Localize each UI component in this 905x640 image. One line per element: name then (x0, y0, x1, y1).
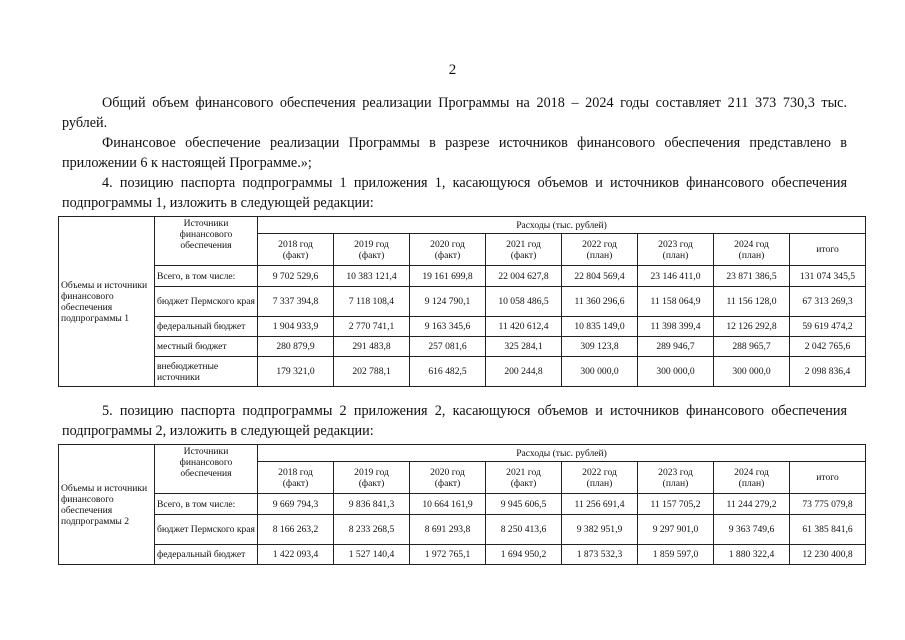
amount-cell: 11 420 612,4 (486, 317, 562, 337)
year-label: 2023 год (658, 238, 693, 250)
amount-cell: 11 244 279,2 (714, 494, 790, 515)
amount-cell: 291 483,8 (334, 337, 410, 357)
amount-cell: 23 146 411,0 (638, 266, 714, 287)
amount-cell: 23 871 386,5 (714, 266, 790, 287)
table-row (59, 266, 866, 287)
table-row (59, 337, 866, 357)
year-status: (план) (586, 477, 613, 489)
year-header (562, 462, 638, 494)
table-row (59, 545, 866, 565)
subprogram-label-cell: Объемы и источники финансового обеспечения подпрограммы 2 (59, 445, 155, 565)
amount-cell: 9 945 606,5 (486, 494, 562, 515)
amount-cell: 1 527 140,4 (334, 545, 410, 565)
amount-cell: 202 788,1 (334, 357, 410, 387)
source-name-cell: Всего, в том числе: (155, 266, 258, 287)
expenses-header: Расходы (тыс. рублей) (258, 445, 866, 462)
year-header (638, 462, 714, 494)
year-status: (факт) (434, 249, 461, 261)
paragraph-total-funding: Общий объем финансового обеспечения реализации Программы на 2018 – 2024 годы составляет 211 373 730,3 тыс. рублей. (62, 95, 847, 131)
amount-cell: 1 422 093,4 (258, 545, 334, 565)
amount-cell: 1 694 950,2 (486, 545, 562, 565)
amount-cell: 22 804 569,4 (562, 266, 638, 287)
year-header (638, 234, 714, 266)
amount-cell: 11 156 128,0 (714, 287, 790, 317)
total-header: итого (790, 462, 866, 494)
year-header (714, 462, 790, 494)
header-row (59, 217, 866, 234)
sources-header: Источники финансового обеспечения (155, 445, 258, 494)
amount-cell: 9 297 901,0 (638, 515, 714, 545)
amount-cell: 325 284,1 (486, 337, 562, 357)
amount-cell: 9 702 529,6 (258, 266, 334, 287)
year-status: (факт) (358, 477, 385, 489)
source-name-cell: Всего, в том числе: (155, 494, 258, 515)
year-status: (факт) (510, 477, 537, 489)
amount-cell: 300 000,0 (562, 357, 638, 387)
amount-cell: 10 835 149,0 (562, 317, 638, 337)
amount-cell: 10 058 486,5 (486, 287, 562, 317)
amount-cell: 9 382 951,9 (562, 515, 638, 545)
amount-cell: 7 118 108,4 (334, 287, 410, 317)
year-header (714, 234, 790, 266)
source-name-cell: бюджет Пермского края (155, 287, 258, 317)
amount-cell: 8 250 413,6 (486, 515, 562, 545)
year-label: 2020 год (430, 238, 465, 250)
year-label: 2018 год (278, 238, 313, 250)
amount-cell: 11 158 064,9 (638, 287, 714, 317)
amount-cell: 9 836 841,3 (334, 494, 410, 515)
year-header (258, 234, 334, 266)
amount-cell: 9 363 749,6 (714, 515, 790, 545)
year-status: (факт) (282, 249, 309, 261)
amount-cell: 59 619 474,2 (790, 317, 866, 337)
amount-cell: 8 691 293,8 (410, 515, 486, 545)
amount-cell: 2 098 836,4 (790, 357, 866, 387)
paragraph-item-4: 4. позицию паспорта подпрограммы 1 приложения 1, касающуюся объемов и источников финансового обеспечения подпрограммы 1, изложить в следующей редакции: (62, 175, 847, 211)
year-label: 2019 год (354, 466, 389, 478)
year-header (334, 462, 410, 494)
amount-cell: 616 482,5 (410, 357, 486, 387)
amount-cell: 10 383 121,4 (334, 266, 410, 287)
year-status: (факт) (434, 477, 461, 489)
amount-cell: 280 879,9 (258, 337, 334, 357)
amount-cell: 22 004 627,8 (486, 266, 562, 287)
amount-cell: 288 965,7 (714, 337, 790, 357)
year-label: 2019 год (354, 238, 389, 250)
year-label: 2022 год (582, 238, 617, 250)
amount-cell: 1 880 322,4 (714, 545, 790, 565)
year-status: (факт) (282, 477, 309, 489)
year-status: (план) (738, 477, 765, 489)
amount-cell: 9 163 345,6 (410, 317, 486, 337)
year-header (258, 462, 334, 494)
amount-cell: 1 972 765,1 (410, 545, 486, 565)
year-status: (факт) (358, 249, 385, 261)
source-name-cell: бюджет Пермского края (155, 515, 258, 545)
amount-cell: 309 123,8 (562, 337, 638, 357)
subprogram-1-funding-table (58, 216, 866, 387)
amount-cell: 10 664 161,9 (410, 494, 486, 515)
amount-cell: 200 244,8 (486, 357, 562, 387)
year-header (410, 234, 486, 266)
year-label: 2021 год (506, 466, 541, 478)
amount-cell: 289 946,7 (638, 337, 714, 357)
amount-cell: 2 770 741,1 (334, 317, 410, 337)
paragraph-funding-sources: Финансовое обеспечение реализации Программы в разрезе источников финансового обеспечения представлено в приложении 6 к настоящей Программе.»; (62, 135, 847, 171)
amount-cell: 1 873 532,3 (562, 545, 638, 565)
amount-cell: 61 385 841,6 (790, 515, 866, 545)
amount-cell: 11 256 691,4 (562, 494, 638, 515)
source-name-cell: федеральный бюджет (155, 317, 258, 337)
year-status: (план) (738, 249, 765, 261)
year-label: 2022 год (582, 466, 617, 478)
amount-cell: 1 904 933,9 (258, 317, 334, 337)
amount-cell: 12 230 400,8 (790, 545, 866, 565)
year-header (486, 234, 562, 266)
amount-cell: 8 166 263,2 (258, 515, 334, 545)
year-label: 2024 год (734, 466, 769, 478)
table-row (59, 494, 866, 515)
amount-cell: 300 000,0 (714, 357, 790, 387)
amount-cell: 179 321,0 (258, 357, 334, 387)
source-name-cell: внебюджетные источники (155, 357, 258, 387)
amount-cell: 7 337 394,8 (258, 287, 334, 317)
amount-cell: 67 313 269,3 (790, 287, 866, 317)
amount-cell: 12 126 292,8 (714, 317, 790, 337)
subprogram-2-funding-table (58, 444, 866, 565)
amount-cell: 257 081,6 (410, 337, 486, 357)
amount-cell: 1 859 597,0 (638, 545, 714, 565)
amount-cell: 131 074 345,5 (790, 266, 866, 287)
header-row (59, 445, 866, 462)
year-label: 2024 год (734, 238, 769, 250)
amount-cell: 19 161 699,8 (410, 266, 486, 287)
year-label: 2021 год (506, 238, 541, 250)
table-row (59, 287, 866, 317)
amount-cell: 9 669 794,3 (258, 494, 334, 515)
amount-cell: 73 775 079,8 (790, 494, 866, 515)
year-label: 2018 год (278, 466, 313, 478)
paragraph-item-5: 5. позицию паспорта подпрограммы 2 приложения 2, касающуюся объемов и источников финансового обеспечения подпрограммы 2, изложить в следующей редакции: (62, 403, 847, 439)
source-name-cell: федеральный бюджет (155, 545, 258, 565)
table-row (59, 357, 866, 387)
source-name-cell: местный бюджет (155, 337, 258, 357)
amount-cell: 2 042 765,6 (790, 337, 866, 357)
year-label: 2023 год (658, 466, 693, 478)
year-status: (план) (586, 249, 613, 261)
table-row (59, 317, 866, 337)
year-status: (план) (662, 477, 689, 489)
year-label: 2020 год (430, 466, 465, 478)
year-header (562, 234, 638, 266)
amount-cell: 11 360 296,6 (562, 287, 638, 317)
amount-cell: 11 157 705,2 (638, 494, 714, 515)
amount-cell: 300 000,0 (638, 357, 714, 387)
year-header (410, 462, 486, 494)
amount-cell: 9 124 790,1 (410, 287, 486, 317)
subprogram-label-cell: Объемы и источники финансового обеспечения подпрограммы 1 (59, 217, 155, 387)
year-header (334, 234, 410, 266)
table-row (59, 515, 866, 545)
year-status: (план) (662, 249, 689, 261)
page-number: 2 (448, 62, 457, 78)
expenses-header: Расходы (тыс. рублей) (258, 217, 866, 234)
amount-cell: 8 233 268,5 (334, 515, 410, 545)
total-header: итого (790, 234, 866, 266)
amount-cell: 11 398 399,4 (638, 317, 714, 337)
year-status: (факт) (510, 249, 537, 261)
sources-header: Источники финансового обеспечения (155, 217, 258, 266)
year-header (486, 462, 562, 494)
